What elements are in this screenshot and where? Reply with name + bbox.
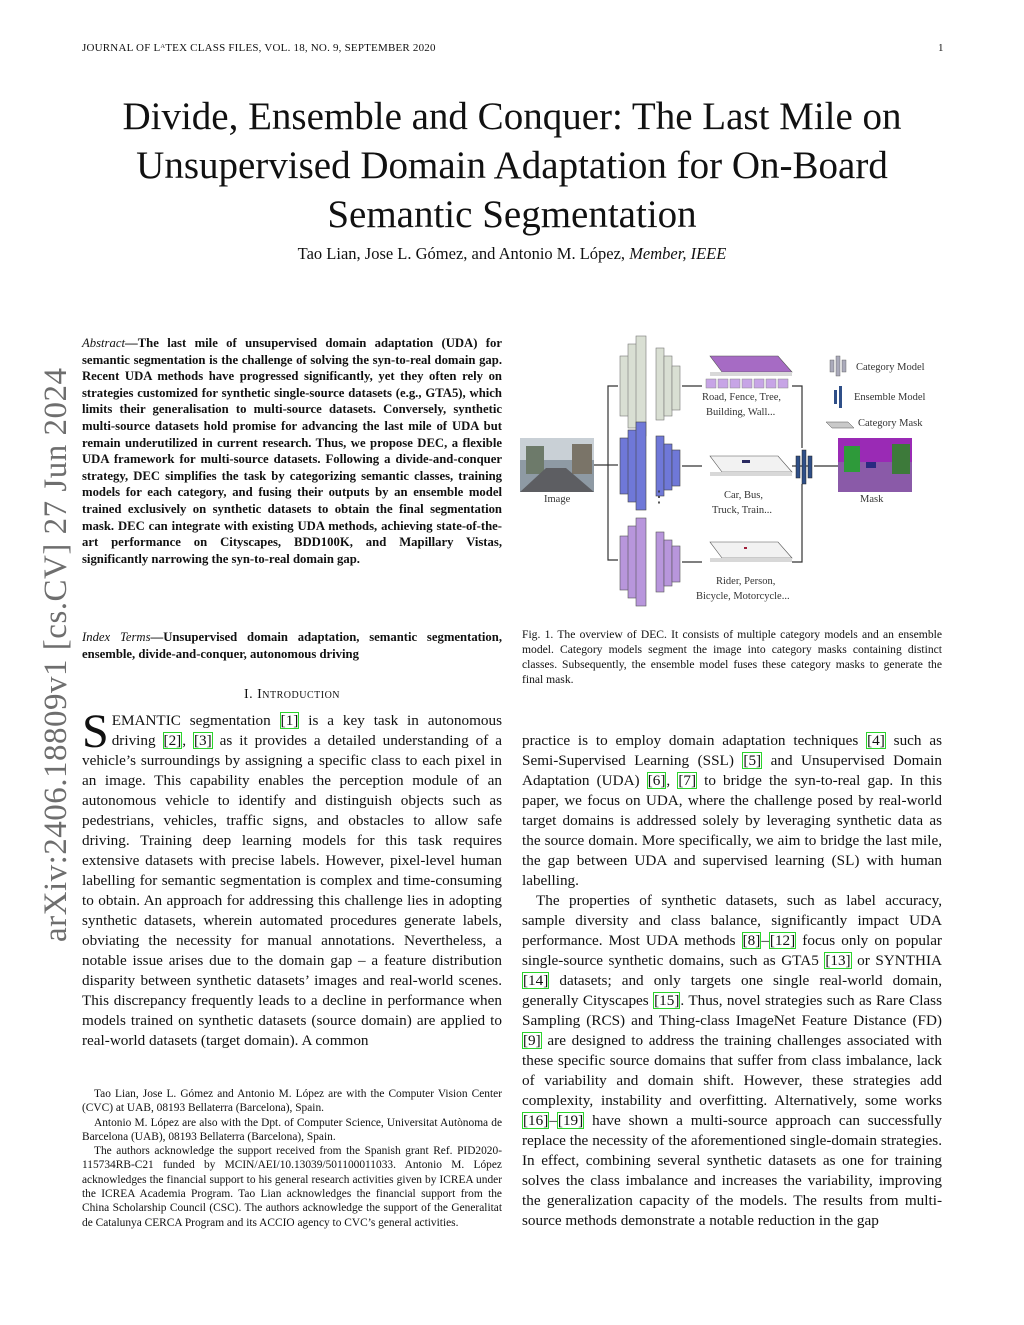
running-header: JOURNAL OF LᴬTEX CLASS FILES, VOL. 18, NO. 9, SEPTEMBER 2020 [82, 42, 436, 54]
body-text: – [761, 932, 769, 949]
citation-link[interactable]: [14] [523, 972, 549, 989]
body-text: The properties of synthetic datasets, such as label accuracy, sample diversity and class balance, significantly impact UDA performance. Most UDA methods [522, 892, 942, 949]
body-text: to bridge the syn-to-real gap. In this paper, we focus on UDA, where the challenge posed by real-world target domains is addressed solely by leveraging synthetic data as the source domain. More specifically, we aim to bridge the last mile, the gap between UDA and supervised learning (SL) with human labelling. [522, 772, 942, 889]
group3-classes-line1: Rider, Person, [716, 576, 776, 587]
group2-classes-line2: Truck, Train... [712, 505, 773, 516]
index-terms-label: Index Terms [82, 630, 151, 644]
input-image [520, 438, 594, 492]
citation-link[interactable]: [5] [743, 752, 762, 769]
citation-link[interactable]: [9] [523, 1032, 541, 1049]
intro-text: as it provides a detailed understanding of a vehicle’s surroundings by assigning a specific class to each pixel in an image. This capability enables the perception module of an autonomous vehicle to identify and distinguish objects such as pedestrians, vehicles, traffic signs, and obstacles to allow safe driving. Training deep learning models for this task requires extensive datasets with precise labels. However, pixel-level human labelling for semantic segmentation is complex and time-consuming to obtain. An approach for addressing this challenge lies in adopting synthetic datasets, wherein automated procedures generate labels, obviating the necessity for manual annotations. Nevertheless, a notable issue arises due to the domain gap – a feature distribution disparity between synthetic datasets’ images and real-world scenes. This discrepancy frequently leads to a decline in performance when models trained on synthetic datasets (source domain) are applied to real-world datasets (target domain). A common [82, 732, 502, 1049]
category-model-3 [620, 518, 680, 606]
body-text: practice is to employ domain adaptation techniques [522, 732, 867, 749]
citation-link[interactable]: [16] [523, 1112, 549, 1129]
body-text: such as Semi-Supervised Learning (SSL) [522, 732, 942, 769]
citation-link[interactable]: [7] [678, 772, 697, 789]
section-number: I. [243, 687, 254, 702]
footnote-affiliation-2: Antonio M. López are also with the Dpt. of Computer Science, Universitat Autònoma de Barcelona (UAB), 08193 Bellaterra (Barcelona), Spain. [82, 1116, 502, 1143]
author-line [60, 244, 964, 264]
ensemble-model [796, 450, 812, 484]
page-number: 1 [938, 42, 944, 54]
citation-link[interactable]: [6] [647, 772, 666, 789]
image-label: Image [544, 494, 571, 505]
intro-text: , [182, 732, 193, 749]
legend-category-mask-icon [826, 422, 854, 428]
abstract-text: —The last mile of unsupervised domain adaptation (UDA) for semantic segmentation is the challenge of solving the syn-to-real domain gap. Recent UDA methods have progressed significantly, yet they often rely on strategies customized for synthetic single-source datasets (e.g., GTA5), which limits their generalisation to multi-source datasets. Conversely, synthetic multi-source datasets hold promise for advancing the last mile of UDA but remain underutilized in current research. Thus, we propose DEC, a flexible UDA framework for multi-source datasets. Following a divide-and-conquer strategy, DEC simplifies the task by categorizing semantic classes, training models for each category, and fusing their outputs by an ensemble model trained exclusively on synthetic datasets to obtain the final segmentation mask. DEC can integrate with existing UDA methods, achieving state-of-the-art performance on Cityscapes, BDD100K, and Mapillary Vistas, significantly narrowing the syn-to-real domain gap. [82, 336, 502, 566]
paper-title: Divide, Ensemble and Conquer: The Last Mile on Unsupervised Domain Adaptation for On-Board Semantic Segmentation [122, 95, 902, 236]
model-output-arrows [682, 386, 702, 562]
citation-link[interactable]: [15] [654, 992, 680, 1009]
category-model-1 [620, 336, 680, 436]
abstract [82, 335, 502, 567]
citation-link[interactable]: [4] [867, 732, 885, 749]
group1-classes-line1: Road, Fence, Tree, [702, 392, 782, 403]
group3-classes-line2: Bicycle, Motorcycle... [696, 591, 790, 602]
legend-category-model: Category Model [856, 362, 925, 373]
body-text: – [549, 1112, 557, 1129]
author-names: Tao Lian, Jose L. Gómez, and Antonio M. López, [297, 244, 626, 263]
citation-link[interactable]: [12] [769, 932, 796, 949]
group2-classes-line1: Car, Bus, [724, 490, 763, 501]
citation-link[interactable]: [8] [742, 932, 761, 949]
intro-text: EMANTIC segmentation [111, 712, 280, 729]
right-column-text [522, 731, 942, 1231]
legend-ensemble-model: Ensemble Model [854, 392, 926, 403]
intro-paragraph [82, 705, 502, 1051]
abstract-label: Abstract [82, 336, 125, 350]
final-mask [838, 438, 912, 492]
section-heading [82, 687, 502, 703]
category-mask-1 [706, 356, 792, 388]
body-text: datasets; and only targets one single real-world domain, generally Cityscapes [522, 972, 942, 1009]
paragraph [522, 731, 942, 891]
drop-cap: S [82, 705, 109, 758]
legend-category-mask: Category Mask [858, 418, 923, 429]
body-text: . Thus, novel strategies such as Rare Class Sampling (RCS) and Thing-class ImageNet Feature Distance (FD) [522, 992, 942, 1029]
body-text: have shown a multi-source approach can successfully replace the necessity of the aforementioned single-domain strategies. In effect, combining several synthetic datasets as one for training solves the class imbalance and increases the variability, improving the generalization capacity of the models. The results from multi-source methods demonstrate a notable reduction in the gap [522, 1112, 942, 1229]
ellipsis-dots: ⋮ [651, 489, 667, 506]
index-terms [82, 629, 502, 662]
category-mask-3 [710, 542, 792, 562]
category-mask-2 [710, 456, 792, 476]
body-text: are designed to address the training challenges associated with these specific source domains that suffer from class imbalance, lack of variability and domain shift. However, these strategies add complexity, instability and overfitting. Alternatively, some works [522, 1032, 942, 1109]
legend [826, 356, 926, 429]
figure-caption: Fig. 1. The overview of DEC. It consists of multiple category models and an ensemble model. Category models segment the image into category masks containing distinct classes. Subsequently, the ensemble model fuses these category masks to generate the final mask. [522, 628, 942, 686]
section-title: Introduction [257, 687, 341, 702]
input-arrows [594, 386, 618, 560]
body-text: or SYNTHIA [851, 952, 942, 969]
intro-text: is a key task in autonomous driving [111, 712, 502, 749]
citation-link[interactable]: [13] [825, 952, 851, 969]
body-text: focus only on popular single-source synthetic domains, such as GTA5 [522, 932, 942, 969]
citation-link[interactable]: [1] [280, 712, 299, 729]
footnote-funding: The authors acknowledge the support received from the Spanish grant Ref. PID2020-115734RB-C21 funded by MCIN/AEI/10.13039/501100011033. Antonio M. López acknowledges the financial support to his general research activities given by ICREA under the ICREA Academia Program. Tao Lian acknowledges the financial support from the China Scholarship Council (CSC). The authors acknowledge the support of the Generalitat de Catalunya CERCA Program and its ACCIO agency to CVC’s general activities. [82, 1145, 502, 1229]
group1-classes-line2: Building, Wall... [706, 407, 776, 418]
figure-diagram [516, 326, 946, 616]
figure-dec-overview [516, 326, 946, 616]
category-model-2 [620, 422, 680, 510]
footnote-affiliation: Tao Lian, Jose L. Gómez and Antonio M. López are with the Computer Vision Center (CVC) at UAB, 08193 Bellaterra (Barcelona), Spain. [82, 1088, 502, 1115]
body-text: and Unsupervised Domain Adaptation (UDA) [522, 752, 942, 789]
footnotes [82, 1087, 502, 1230]
mask-label: Mask [860, 494, 884, 505]
citation-link[interactable]: [3] [194, 732, 212, 749]
body-text: , [666, 772, 678, 789]
citation-link[interactable]: [2] [163, 732, 182, 749]
paragraph [522, 891, 942, 1231]
arxiv-stamp: arXiv:2406.18809v1 [cs.CV] 27 Jun 2024 [38, 367, 74, 942]
author-membership: Member, IEEE [629, 244, 727, 263]
index-terms-text: —Unsupervised domain adaptation, semantic segmentation, ensemble, divide-and-conquer, autonomous driving [82, 630, 502, 661]
legend-ensemble-model-icon [834, 386, 842, 408]
citation-link[interactable]: [19] [557, 1112, 584, 1129]
legend-category-model-icon [830, 356, 846, 376]
